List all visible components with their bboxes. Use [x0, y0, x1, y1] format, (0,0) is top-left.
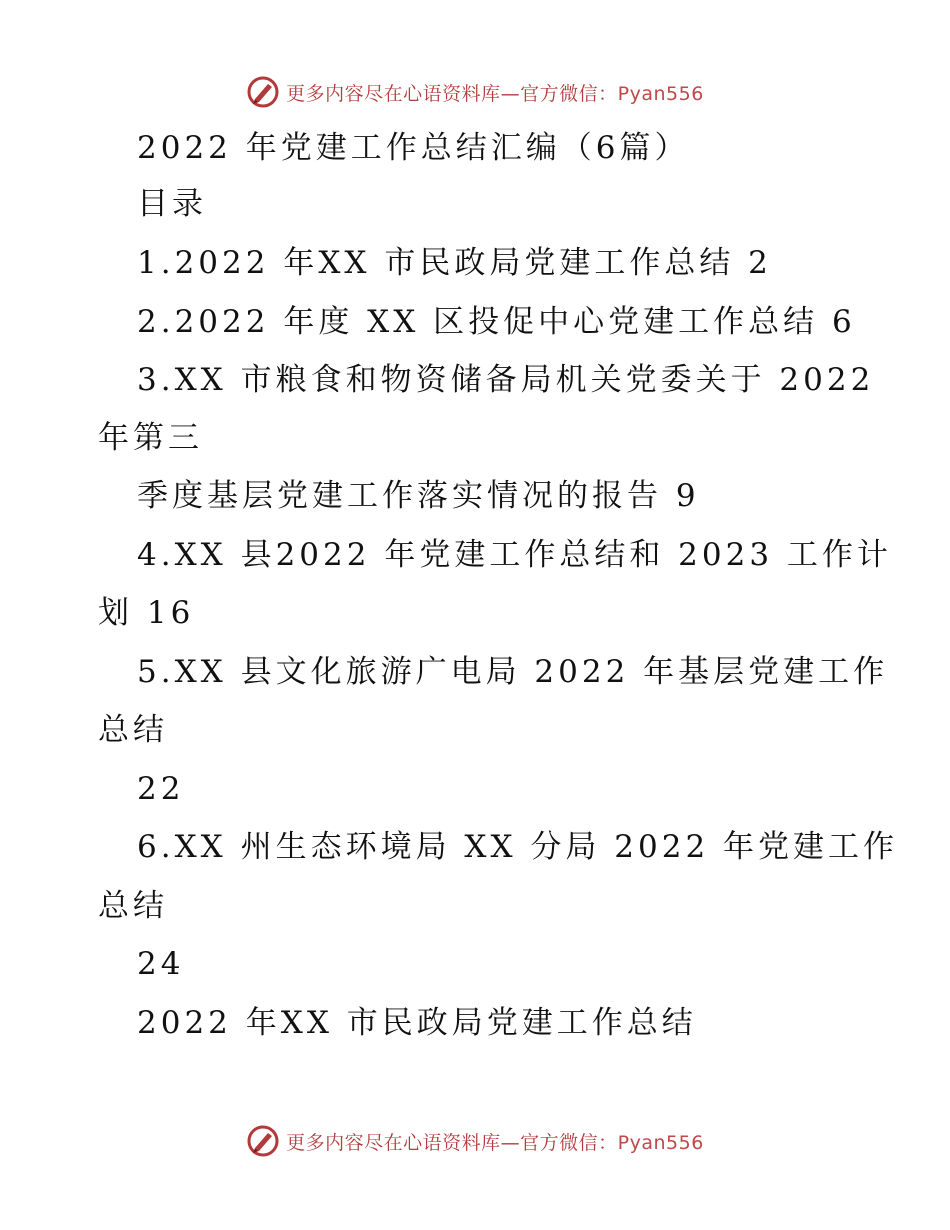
toc-line: 3.XX 市粮食和物资储备局机关党委关于 2022 — [137, 362, 875, 398]
document-title: 2022 年党建工作总结汇编（6篇） — [137, 130, 690, 166]
watermark-text-en: Pyan556 — [617, 82, 704, 105]
watermark-footer — [0, 1121, 950, 1161]
toc-line: 22 — [137, 771, 185, 807]
watermark-text-en: Pyan556 — [617, 1131, 704, 1154]
toc-line: 24 — [137, 946, 185, 982]
toc-line: 总结 — [98, 712, 168, 748]
toc-line: 季度基层党建工作落实情况的报告 9 — [137, 478, 700, 514]
toc-line: 2.2022 年度 XX 区投促中心党建工作总结 6 — [137, 304, 856, 340]
toc-line: 划 16 — [98, 595, 195, 631]
watermark-text — [286, 79, 704, 106]
watermark-text-cn: 更多内容尽在心语资料库—官方微信： — [286, 82, 618, 105]
toc-line: 年第三 — [98, 420, 203, 456]
toc-line: 总结 — [98, 888, 168, 924]
toc-line: 5.XX 县文化旅游广电局 2022 年基层党建工作 — [137, 654, 889, 690]
toc-line: 4.XX 县2022 年党建工作总结和 2023 工作计 — [137, 537, 892, 573]
toc-heading: 目录 — [137, 186, 207, 222]
watermark-header — [0, 72, 950, 112]
toc-line: 6.XX 州生态环境局 XX 分局 2022 年党建工作 — [137, 829, 899, 865]
section-heading: 2022 年XX 市民政局党建工作总结 — [137, 1005, 697, 1041]
pen-logo-icon — [246, 1124, 280, 1158]
pen-logo-icon — [246, 75, 280, 109]
watermark-text — [286, 1128, 704, 1155]
watermark-text-cn: 更多内容尽在心语资料库—官方微信： — [286, 1131, 618, 1154]
toc-line: 1.2022 年XX 市民政局党建工作总结 2 — [137, 245, 772, 281]
